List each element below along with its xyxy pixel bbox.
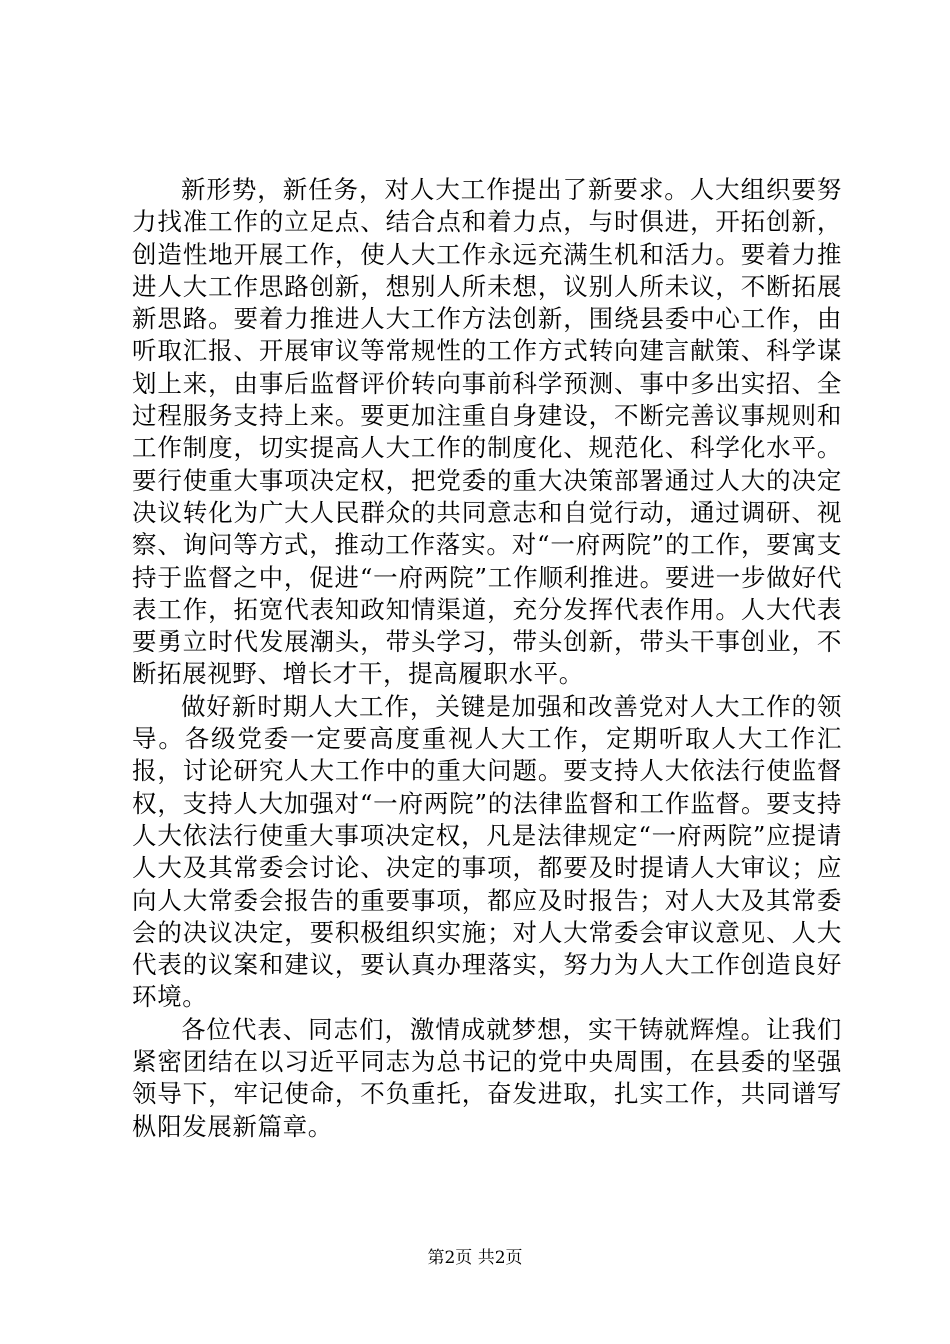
document-body [132, 174, 842, 1143]
paragraph-2: 做好新时期人大工作，关键是加强和改善党对人大工作的领导。各级党委一定要高度重视人大工作，定期听取人大工作汇报，讨论研究人大工作中的重大问题。要支持人大依法行使监督权，支持人大加强对“一府两院”的法律监督和工作监督。要支持人大依法行使重大事项决定权，凡是法律规定“一府两院”应提请人大及其常委会讨论、决定的事项，都要及时提请人大审议；应向人大常委会报告的重要事项，都应及时报告；对人大及其常委会的决议决定，要积极组织实施；对人大常委会审议意见、人大代表的议案和建议，要认真办理落实，努力为人大工作创造良好环境。 [132, 691, 842, 1012]
paragraph-3: 各位代表、同志们，激情成就梦想，实干铸就辉煌。让我们紧密团结在以习近平同志为总书记的党中央周围，在县委的坚强领导下，牢记使命，不负重托，奋发进取，扎实工作，共同谱写枞阳发展新篇章。 [132, 1014, 842, 1141]
page-footer: 第2页 共2页 [427, 1248, 523, 1268]
paragraph-1: 新形势，新任务，对人大工作提出了新要求。人大组织要努力找准工作的立足点、结合点和着力点，与时俱进，开拓创新，创造性地开展工作，使人大工作永远充满生机和活力。要着力推进人大工作思路创新，想别人所未想，议别人所未议，不断拓展新思路。要着力推进人大工作方法创新，围绕县委中心工作，由听取汇报、开展审议等常规性的工作方式转向建言献策、科学谋划上来，由事后监督评价转向事前科学预测、事中多出实招、全过程服务支持上来。要更加注重自身建设，不断完善议事规则和工作制度，切实提高人大工作的制度化、规范化、科学化水平。要行使重大事项决定权，把党委的重大决策部署通过人大的决定决议转化为广大人民群众的共同意志和自觉行动，通过调研、视察、询问等方式，推动工作落实。对“一府两院”的工作，要寓支持于监督之中，促进“一府两院”工作顺利推进。要进一步做好代表工作，拓宽代表知政知情渠道，充分发挥代表作用。人大代表要勇立时代发展潮头，带头学习，带头创新，带头干事创业，不断拓展视野、增长才干，提高履职水平。 [132, 175, 842, 689]
